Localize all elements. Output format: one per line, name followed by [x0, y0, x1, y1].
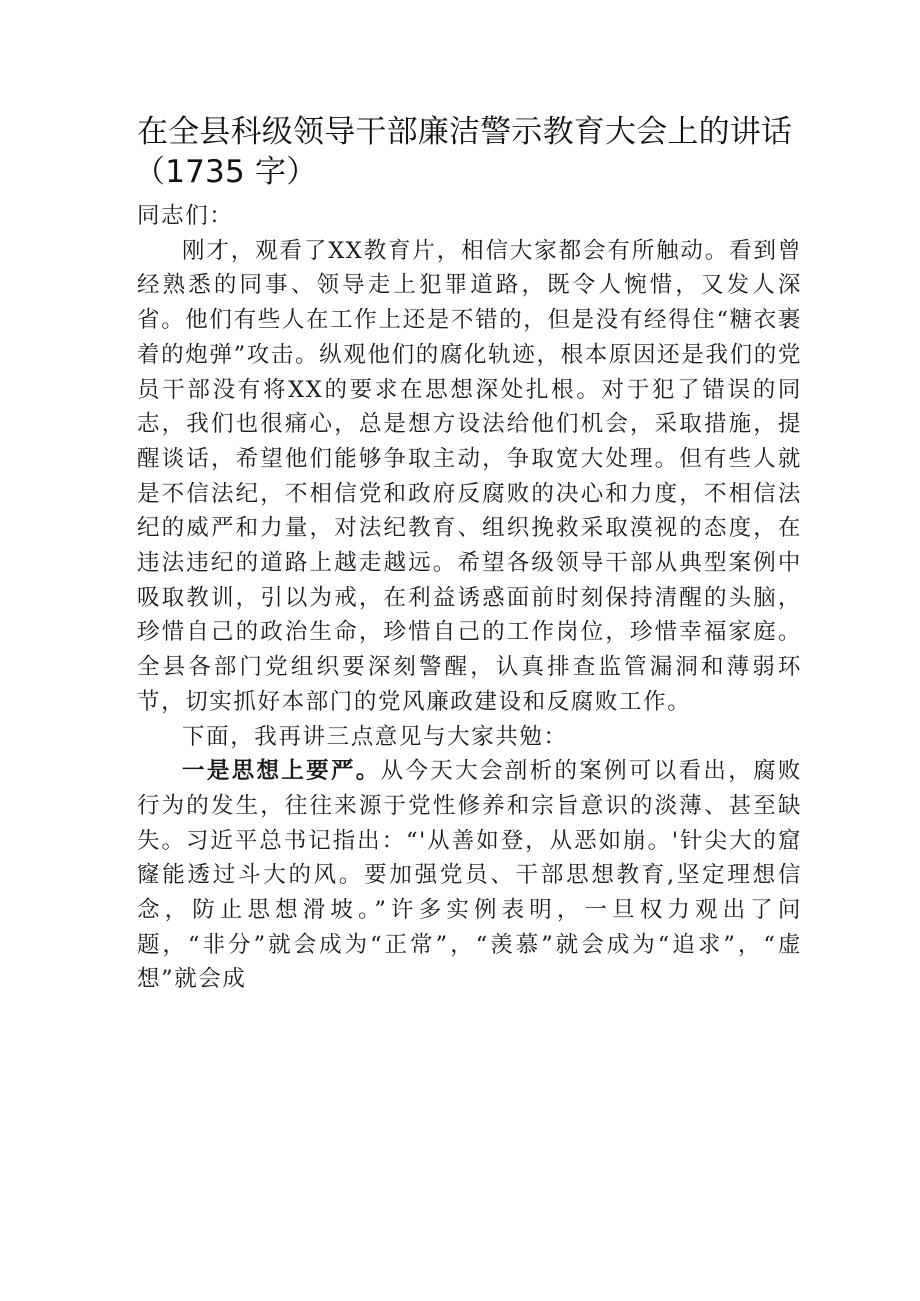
- document-title: [134, 112, 807, 192]
- title-line-1: 在全县科级领导干部廉洁警示教育大会上的讲话: [137, 114, 793, 150]
- salutation: 同志们：: [137, 203, 234, 229]
- paragraph-3: [137, 754, 802, 997]
- paragraph-3-heading: 一是思想上要严。: [182, 758, 381, 785]
- paragraph-2: 下面，我再讲三点意见与大家共勉：: [182, 723, 568, 750]
- document-body: [137, 199, 802, 997]
- title-line-2: （1735 字）: [134, 154, 318, 190]
- paragraph-3-text: 从今天大会剖析的案例可以看出，腐败行为的发生，往往来源于党性修养和宗旨意识的淡薄、甚至缺失。习近平总书记指出：“'从善如登，从恶如崩。'针尖大的窟窿能透过斗大的风。要加强党员、干部思想教育,坚定理想信念，防止思想滑坡。”许多实例表明，一旦权力观出了问题，“非分”就会成为“正常”，“羡慕”就会成为“追求”，“虚想”就会成: [137, 758, 802, 993]
- paragraph-1: 刚才，观看了XX教育片，相信大家都会有所触动。看到曾经熟悉的同事、领导走上犯罪道路，既令人惋惜，又发人深省。他们有些人在工作上还是不错的，但是没有经得住“糖衣裹着的炮弹”攻击。纵观他们的腐化轨迹，根本原因还是我们的党员干部没有将XX的要求在思想深处扎根。对于犯了错误的同志，我们也很痛心，总是想方设法给他们机会，采取措施，提醒谈话，希望他们能够争取主动，争取宽大处理。但有些人就是不信法纪，不相信党和政府反腐败的决心和力度，不相信法纪的威严和力量，对法纪教育、组织挽救采取漠视的态度，在违法违纪的道路上越走越远。希望各级领导干部从典型案例中吸取教训，引以为戒，在利益诱惑面前时刻保持清醒的头脑，珍惜自己的政治生命，珍惜自己的工作岗位，珍惜幸福家庭。全县各部门党组织要深刻警醒，认真排查监管漏洞和薄弱环节，切实抓好本部门的党风廉政建设和反腐败工作。: [137, 237, 802, 715]
